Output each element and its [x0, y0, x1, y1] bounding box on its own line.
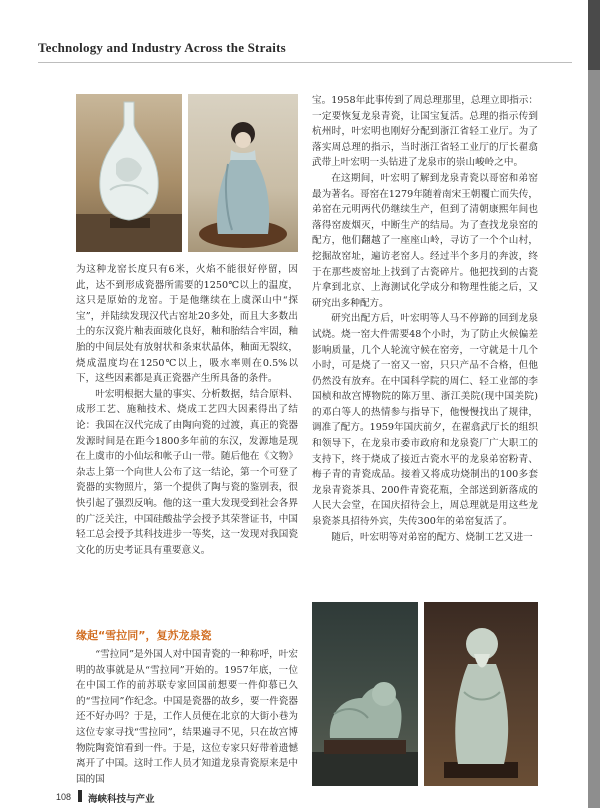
magazine-title: 海峡科技与产业: [88, 794, 155, 805]
paragraph: 在这期间，叶宏明了解到龙泉青瓷以哥窑和弟窑最为著名。哥窑在1279年随着南宋王朝覆亡而失传，弟窑在元明两代仍继续生产，但到了清朝康熙年间也落得窑废烟灭，中断生产的结局。为了查找龙泉窑的配方，他们翻越了一座座山岭，寻访了一个个山村，挖掘故窑址，遍访老窑人。经过半个多月的奔波，终于在那些废窑址上找到了古瓷碎片。他把找到的古瓷片拿到北京、上海测试化学成分和物理性能之后，又研究出多种配方。: [312, 172, 538, 309]
right-column: [312, 93, 538, 545]
photo-celadon-sage-figure: [424, 602, 538, 786]
page-number: 108: [56, 792, 72, 802]
photo-celadon-vase: [76, 94, 182, 252]
left-column-section-body: [76, 647, 298, 787]
left-column: [76, 262, 298, 558]
paragraph: 研究出配方后，叶宏明等人马不停蹄的回到龙泉试烧。烧一窑大件需要48个小时，为了防止火候偏差影响质量，几个人轮流守候在窑旁，一守就是十几个小时，可是烧了一窑又一窑，只只产品不合格，但他仍然没有放弃。在中国科学院的周仁、轻工业部的李国桢和故宫博物院的陈万里、浙江美院(现中国美院)的邓白等人的热情参与指导下，他慢慢找出了规律，调准了配方。1959年国庆前夕，在翟翕武厅长的组织和领导下，在龙泉市委市政府和龙泉瓷厂广大职工的支持下，终于烧成了接近古瓷水平的龙泉弟窑粉青、梅子青的青瓷成品。接着又将成功烧制出的100多套龙泉青瓷茶具、200件青瓷花瓶，全部送到新落成的人民大会堂，在国庆招待会上，周总理就是用这些龙泉瓷茶具招待外宾，失传300年的弟窑复活了。: [312, 313, 538, 528]
footer-divider-bar: [78, 790, 82, 802]
paragraph: 宝。1958年此事传到了周总理那里，总理立即指示：一定要恢复龙泉青瓷，让国宝复活。总理的指示传到杭州时，叶宏明也刚好分配到浙江省轻工业厅。为了落实周总理的指示，当时浙江省轻工业厅的厅长翟翕武带上叶宏明一头钻进了龙泉市的崇山峻岭之中。: [312, 95, 538, 169]
photo-celadon-lion: [312, 602, 418, 786]
side-edge-strip: [588, 0, 600, 808]
paragraph: 随后，叶宏明等对弟窑的配方、烧制工艺又进一: [331, 531, 533, 543]
paragraph: 叶宏明根据大量的事实、分析数据，结合原料、成形工艺、施釉技术、烧成工艺四大因素得出了结论：我国在汉代完成了由陶向瓷的过渡，真正的瓷器发源时间是在距今1800多年前的东汉，发源地是现在上虞市的小仙坛和帐子山一带。随后他在《文物》杂志上第一个向世人公布了这一结论，第一个可登了瓷器的实物照片，第一个提供了陶与瓷的鉴别表，很快引起了强烈反响。他的这一重大发现受到社会各界的广泛关注，中国硅酸盐学会授予其荣誉证书，中国轻工总会授予其科技进步一等奖，这一发现对我国瓷文化的历史考证具有重要意义。: [76, 388, 298, 556]
side-strip-dark: [588, 0, 600, 70]
photo-guanyin-statue: [188, 94, 298, 252]
side-strip-light: [588, 70, 600, 808]
section-heading: 缘起“雪拉同”，复苏龙泉瓷: [76, 629, 212, 642]
header-rule: [38, 62, 572, 63]
paragraph: “雪拉同”是外国人对中国青瓷的一种称呼，叶宏明的故事就是从“雪拉同”开始的。1957年底，一位在中国工作的前苏联专家回国前想要一件仰慕已久的“雪拉同”作纪念。中国是瓷器的故乡，要一件瓷器还不好办吗？于是，工作人员便在北京的大街小巷为这位专家寻找“雪拉同”，结果遍寻不见，只在故宫博物院陶瓷馆看到一件。于是，这位专家只好带着遗憾离开了中国。这时工作人员才知道龙泉青瓷原来是中国的国: [76, 649, 298, 785]
paragraph: 为这种龙窑长度只有6米，火焰不能很好停留，因此，达不到形成瓷器所需要的1250℃以上的温度，这只是原始的龙窑。于是他继续在上虞深山中“探宝”，并陆续发现汉代古窑址20多处，而且大多数出土的东汉瓷片釉表面玻化良好，釉和胎结合牢固，釉胎的中间层处有放射状和条束状晶体，釉面无裂纹，烧成温度均在1250℃以上，吸水率则在0.5%以下，这些因素都是真正瓷器产生所具备的条件。: [76, 264, 298, 385]
running-header: Technology and Industry Across the Straits: [38, 40, 286, 55]
